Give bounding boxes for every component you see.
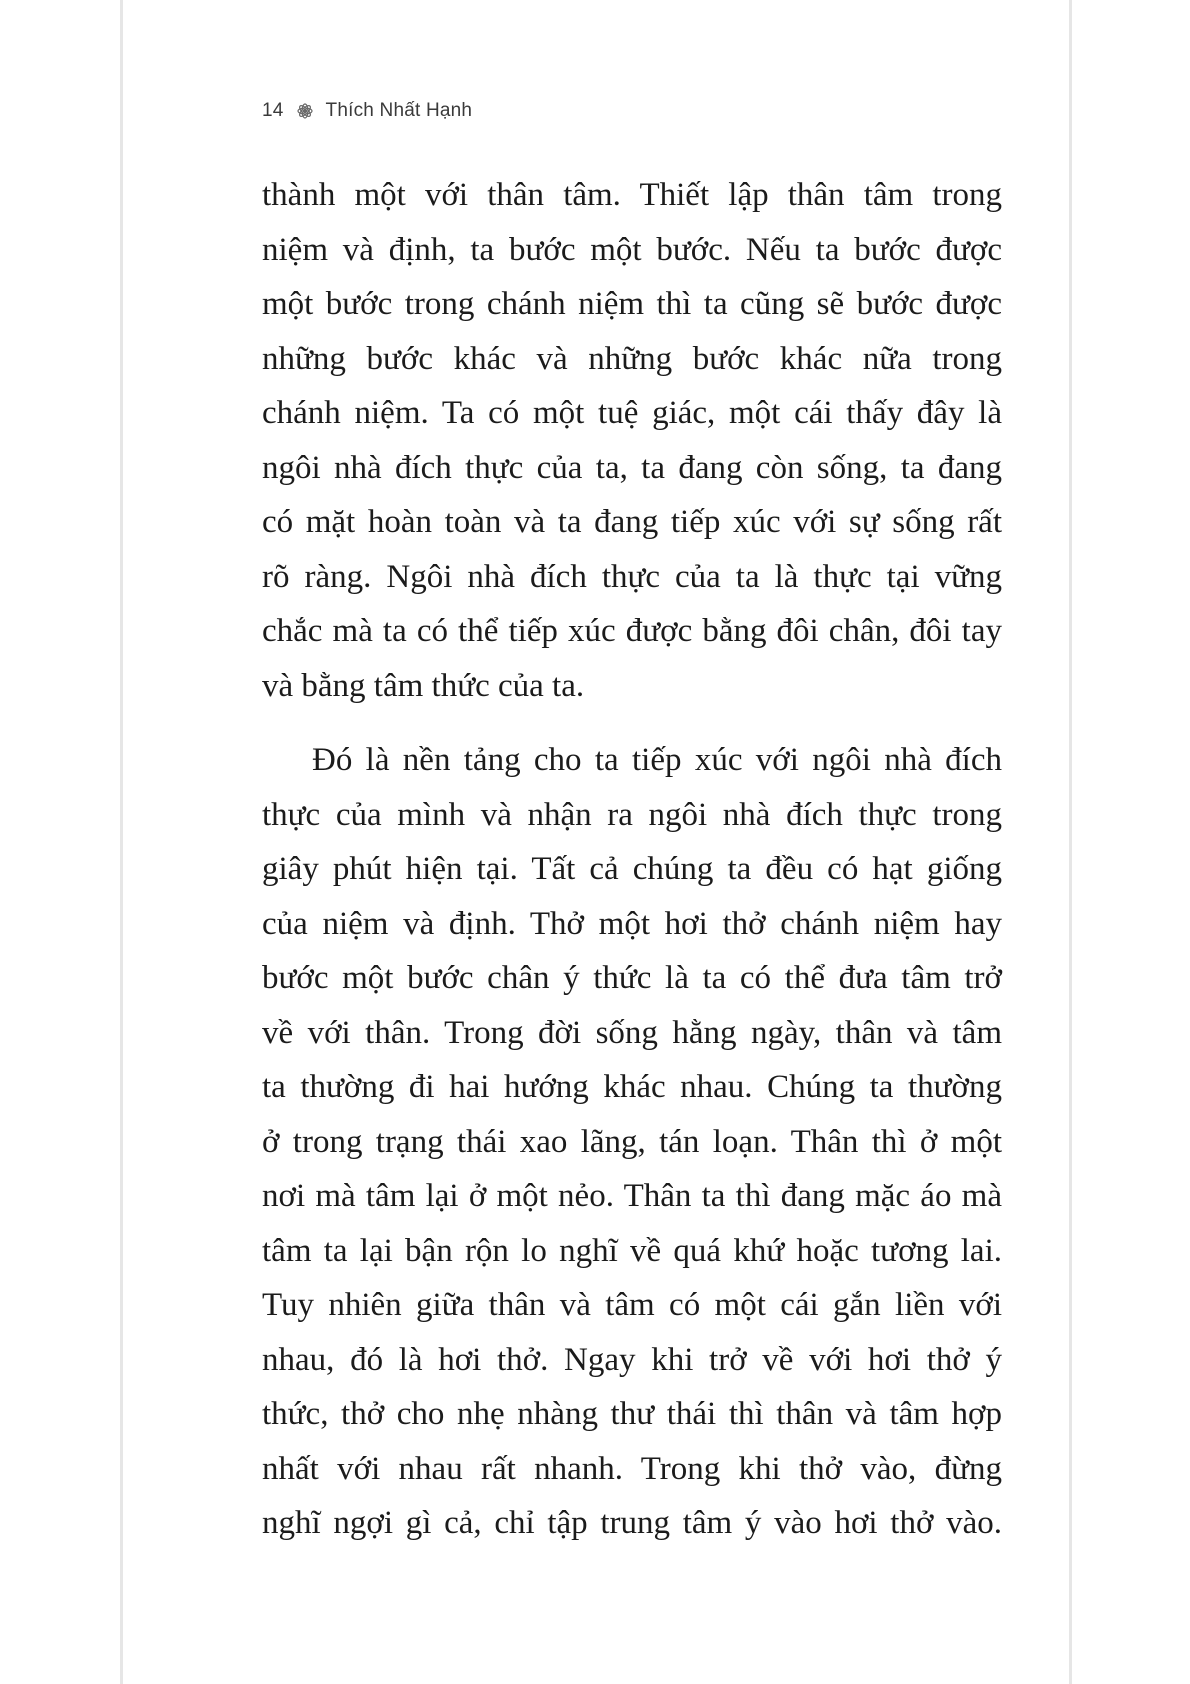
page-edge-left bbox=[120, 0, 123, 1684]
text-line: nhau, đó là hơi thở. Ngay khi trở về với hơi thở ý bbox=[262, 1341, 1002, 1378]
text-line: niệm và định, ta bước một bước. Nếu ta bước được bbox=[262, 231, 1002, 268]
author-name: Thích Nhất Hạnh bbox=[325, 100, 473, 121]
text-line: Đó là nền tảng cho ta tiếp xúc với ngôi nhà đích bbox=[312, 742, 1002, 778]
text-line: chắc mà ta có thể tiếp xúc được bằng đôi chân, đôi tay bbox=[262, 613, 1002, 649]
text-line: nhất với nhau rất nhanh. Trong khi thở vào, đừng bbox=[262, 1450, 1002, 1487]
text-line: có mặt hoàn toàn và ta đang tiếp xúc với sự sống rất bbox=[262, 504, 1002, 540]
text-line: nơi mà tâm lại ở một nẻo. Thân ta thì đang mặc áo mà bbox=[262, 1178, 1002, 1214]
text-line: tâm ta lại bận rộn lo nghĩ về quá khứ hoặc tương lai. bbox=[262, 1232, 1002, 1269]
text-line: chánh niệm. Ta có một tuệ giác, một cái thấy đây là bbox=[262, 395, 1002, 431]
text-line: của niệm và định. Thở một hơi thở chánh niệm hay bbox=[262, 905, 1002, 942]
text-line: Tuy nhiên giữa thân và tâm có một cái gắn liền với bbox=[262, 1287, 1002, 1323]
lotus-flower-icon bbox=[292, 99, 318, 123]
paragraph-2 bbox=[262, 733, 1002, 1551]
text-line: nghĩ ngợi gì cả, chỉ tập trung tâm ý vào hơi thở vào. bbox=[262, 1505, 1002, 1541]
text-line: ở trong trạng thái xao lãng, tán loạn. Thân thì ở một bbox=[262, 1123, 1002, 1160]
text-line: thức, thở cho nhẹ nhàng thư thái thì thân và tâm hợp bbox=[262, 1396, 1002, 1432]
text-line: và bằng tâm thức của ta. bbox=[262, 667, 585, 704]
text-line: ngôi nhà đích thực của ta, ta đang còn sống, ta đang bbox=[262, 449, 1002, 486]
body-text bbox=[262, 168, 1002, 1551]
page-edge-right bbox=[1069, 0, 1072, 1684]
paragraph-1 bbox=[262, 168, 1002, 713]
text-line: về với thân. Trong đời sống hằng ngày, thân và tâm bbox=[262, 1014, 1002, 1051]
text-line: những bước khác và những bước khác nữa trong bbox=[262, 340, 1002, 377]
running-header bbox=[262, 96, 472, 126]
text-line: thực của mình và nhận ra ngôi nhà đích thực trong bbox=[262, 796, 1002, 833]
text-line: rõ ràng. Ngôi nhà đích thực của ta là thực tại vững bbox=[262, 558, 1002, 595]
text-line: bước một bước chân ý thức là ta có thể đưa tâm trở bbox=[262, 960, 1002, 996]
text-line: một bước trong chánh niệm thì ta cũng sẽ bước được bbox=[262, 286, 1002, 322]
text-line: ta thường đi hai hướng khác nhau. Chúng ta thường bbox=[262, 1069, 1002, 1105]
text-line: giây phút hiện tại. Tất cả chúng ta đều có hạt giống bbox=[262, 851, 1002, 887]
page-number: 14 bbox=[262, 100, 284, 121]
text-line: thành một với thân tâm. Thiết lập thân tâm trong bbox=[262, 177, 1002, 213]
